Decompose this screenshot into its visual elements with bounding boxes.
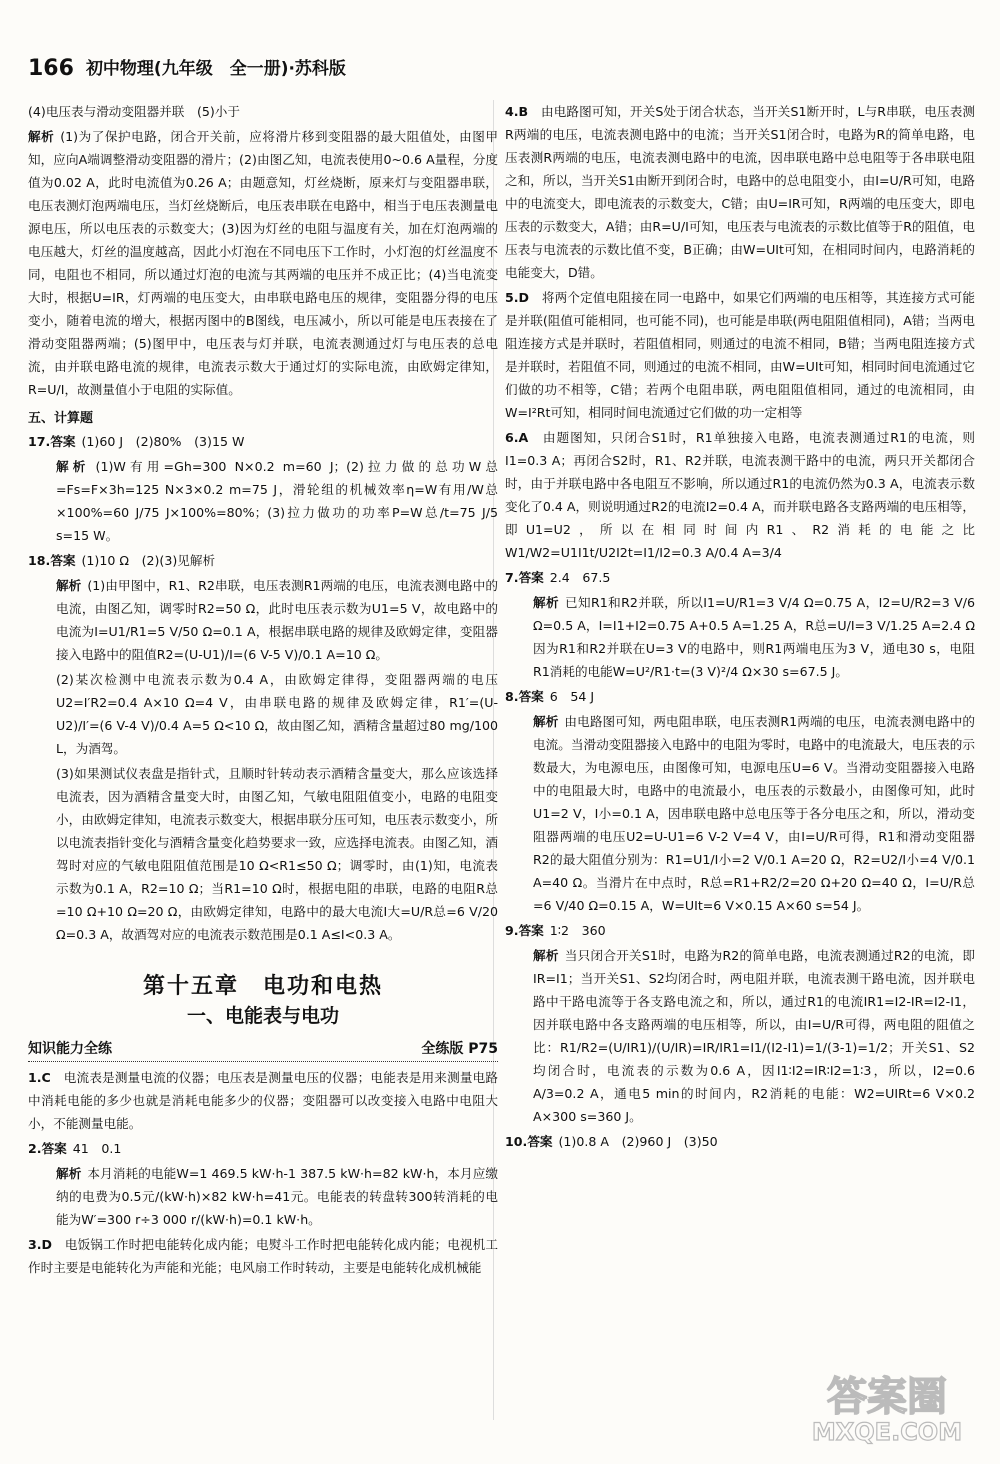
q6-number: 6.A (505, 430, 529, 445)
analysis-label: 解析 (533, 595, 559, 610)
q2-analysis: 本月消耗的电能W=1 469.5 kW·h-1 387.5 kW·h=82 kW·h，本月应缴纳的电费为0.5元/(kW·h)×82 kW·h=41元。电能表的转盘转300转消耗的电能为W′=300 r÷3 000 r/(kW·h)=0.1 kW·h。 (56, 1166, 498, 1227)
page-header (28, 58, 346, 80)
q3-text: 电饭锅工作时把电能转化成内能；电熨斗工作时把电能转化成内能；电视机工作时主要是电能转化为声能和光能；电风扇工作时转动，主要是电能转化成机械能 (28, 1237, 499, 1275)
q2-answer: 41 0.1 (72, 1141, 122, 1156)
q9-analysis: 当只闭合开关S1时，电路为R2的简单电路，电流表测通过R2的电流，即IR=I1；当开关S1、S2均闭合时，两电阻并联，电流表测干路电流，因并联电路中干路电流等于各支路电流之和，所以，通过R1的电流IR1=I2-IR=I2-I1，因并联电路中各支路两端的电压相等，所以，由I=U/R可得，两电阻的阻值之比：R1/R2=(U/IR1)/(U/IR)=IR/IR1=I1/(I2-I1)=1/(3-1)=1/2；开关S1、S2均闭合时，电流表的示数为0.6 A，因I1∶I2=IR∶I2=1∶3，所以，I2=0.6 A/3=0.2 A，通电5 min的时间内，R2消耗的电能：W2=UIRt=6 V×0.2 A×300 s=360 J。 (533, 948, 975, 1124)
q1-number: 1.C (28, 1070, 51, 1085)
chapter-title: 第十五章 电功和电热 (142, 974, 383, 999)
analysis-label: 解析 (533, 714, 559, 729)
q16-tail: (4)电压表与滑动变阻器并联 (5)小于 (28, 104, 240, 119)
q10-number: 10. (505, 1134, 528, 1149)
chapter-subtitle: 一、电能表与电功 (186, 1005, 339, 1027)
answer-label: 答案 (50, 553, 76, 568)
answer-label: 答案 (518, 570, 544, 585)
section-heading: 五、计算题 (28, 411, 94, 426)
q18-analysis-2: (2)某次检测中电流表示数为0.4 A，由欧姆定律得，变阻器两端的电压U2=I′R2=0.4 A×10 Ω=4 V，由串联电路的规律及欧姆定律，R1′=(U-U2)/I′=(6 V-4 V)/0.4 A=5 Ω<10 Ω，故由图乙知，酒精含量超过80 mg/100 L，为酒驾。 (56, 672, 498, 756)
practice-ref: 全练版 P75 (421, 1041, 498, 1057)
q18-analysis-1: (1)由甲图中，R1、R2串联，电压表测R1两端的电压，电流表测电路中的电流，由图乙知，调零时R2=50 Ω，此时电压表示数为U1=5 V，故电路中的电流为I=U1/R1=5 V/50 Ω=0.1 A，根据串联电路的规律及欧姆定律，变阻器接入电路中的阻值R2=(U-U1)/I=(6 V-5 V)/0.1 A=10 Ω。 (56, 578, 498, 662)
q4-number: 4.B (505, 104, 529, 119)
book-title: 初中物理(九年级 全一册)·苏科版 (85, 59, 346, 79)
analysis-label: 解析 (56, 459, 90, 474)
q18-answer: (1)10 Ω (2)(3)见解析 (81, 553, 216, 568)
q18-analysis-3: (3)如果测试仪表盘是指针式，且顺时针转动表示酒精含量变大，那么应该选择电流表，因为酒精含量变大时，由图乙知，气敏电阻阻值变小，电路的电阻变小，由欧姆定律知，电流表示数变大，根据串联分压可知，电压表示数变小，所以电流表指针变化与酒精含量变化趋势要求一致，应选择电流表。由图乙知，酒驾时对应的气敏电阻阻值范围是10 Ω<R1≤50 Ω；调零时，由(1)知，电流表示数为0.1 A，R2=10 Ω；当R1=10 Ω时，根据电阻的串联，电路的电阻R总=10 Ω+10 Ω=20 Ω，由欧姆定律知，电路中的最大电流I大=U/R总=6 V/20 Ω=0.3 A，故酒驾对应的电流表示数范围是0.1 A≤I<0.3 A。 (56, 766, 498, 942)
q8-analysis: 由电路图可知，两电阻串联，电压表测R1两端的电压，电流表测电路中的电流。当滑动变阻器接入电路中的电阻为零时，电路中的电流最大，电压表的示数最大，为电源电压，由图像可知，电源电压U=6 V。当滑动变阻器接入电路中的电阻最大时，电路中的电流最小，电压表的示数最小，由图像可知，此时U1=2 V，I小=0.1 A，因串联电路中总电压等于各分电压之和，所以，滑动变阻器两端的电压U2=U-U1=6 V-2 V=4 V，由I=U/R可得，R1和滑动变阻器R2的最大阻值分别为：R1=U1/I小=2 V/0.1 A=20 Ω，R2=U2/I小=4 V/0.1 A=40 Ω。当滑片在中点时，R总=R1+R2/2=20 Ω+20 Ω=40 Ω，I=U/R总=6 V/40 Ω=0.15 A，W=UIt=6 V×0.15 A×60 s=54 J。 (533, 714, 976, 913)
q8-answer: 6 54 J (549, 689, 595, 704)
q3-number: 3.D (28, 1237, 53, 1252)
q9-answer: 1∶2 360 (549, 923, 606, 938)
left-column (28, 100, 498, 1281)
q10-answer: (1)0.8 A (2)960 J (3)50 (558, 1134, 718, 1149)
q17-answer: (1)60 J (2)80% (3)15 W (81, 434, 245, 449)
q2-number: 2. (28, 1141, 42, 1156)
answer-label: 答案 (50, 434, 76, 449)
q18-number: 18. (28, 553, 51, 568)
page-number: 166 (28, 56, 74, 81)
q7-answer: 2.4 67.5 (549, 570, 611, 585)
q8-number: 8. (505, 689, 519, 704)
answer-label: 答案 (518, 923, 544, 938)
q1-text: 电流表是测量电流的仪器；电压表是测量电压的仪器；电能表是用来测量电路中消耗电能的多少也就是消耗电能多少的仪器；变阻器可以改变接入电路中电阻大小，不能测量电能。 (28, 1070, 499, 1131)
practice-title: 知识能力全练 (28, 1041, 112, 1057)
analysis-label: 解析 (28, 129, 55, 144)
analysis-label: 解析 (56, 1166, 82, 1181)
analysis-label: 解析 (533, 948, 559, 963)
practice-bar (28, 1038, 498, 1062)
q7-analysis: 已知R1和R2并联，所以I1=U/R1=3 V/4 Ω=0.75 A，I2=U/R2=3 V/6 Ω=0.5 A，I=I1+I2=0.75 A+0.5 A=1.25 A，R总=U/I=3 V/1.25 A=2.4 Ω 因为R1和R2并联在U=3 V的电路中，则R1两端电压为3 V，通电30 s，电阻R1消耗的电能W=U²/R1·t=(3 V)²/4 Ω×30 s=67.5 J。 (533, 595, 988, 679)
q5-text: 将两个定值电阻接在同一电路中，如果它们两端的电压相等，其连接方式可能是并联(阻值可能相同，也可能不同)，也可能是串联(两电阻阻值相同)，A错；当两电阻连接方式是并联时，若阻值相同，则通过的电流不相同，B错；当两电阻连接方式是并联时，若阻值不同，则通过的电流不相同，由W=UIt可知，相同时间电流通过它们做的功不相等，C错；若两个电阻串联，两电阻阻值相同，通过的电流相同，由W=I²Rt可知，相同时间电流通过它们做的功一定相等 (505, 290, 976, 420)
watermark-logo (792, 1358, 982, 1448)
q5-number: 5.D (505, 290, 530, 305)
answer-label: 答案 (41, 1141, 67, 1156)
q9-number: 9. (505, 923, 519, 938)
right-column (505, 100, 988, 1155)
q17-analysis: (1)W有用=Gh=300 N×0.2 m=60 J；(2)拉力做的总功W总=Fs=F×3h=125 N×3×0.2 m=75 J，滑轮组的机械效率η=W有用/W总×100%=60 J/75 J×100%=80%；(3)拉力做功的功率P=W总/t=75 J/5 s=15 W。 (56, 459, 498, 543)
q6-text: 由题图知，只闭合S1时，R1单独接入电路，电流表测通过R1的电流，则I1=0.3 A；再闭合S2时，R1、R2并联，电流表测干路中的电流，两只开关都闭合时，由于并联电路中各电阻互不影响，所以通过R1的电流仍然为0.3 A，电流表示数变化了0.4 A，则说明通过R2的电流I2=0.4 A，而并联电路各支路两端的电压相等，即U1=U2，所以在相同时间内R1、R2消耗的电能之比W1/W2=U1I1t/U2I2t=I1/I2=0.3 A/0.4 A=3/4 (505, 430, 975, 560)
q16-analysis: (1)为了保护电路，闭合开关前，应将滑片移到变阻器的最大阻值处，由图甲知，应向A端调整滑动变阻器的滑片；(2)由图乙知，电流表使用0~0.6 A量程，分度值为0.02 A，此时电流值为0.26 A；由题意知，灯丝烧断，原来灯与变阻器串联，电压表测灯泡两端电压，当灯丝烧断后，电压表串联在电路中，相当于电压表测量电源电压，所以电压表的示数变大；(3)因为灯丝的电阻与温度有关，加在灯泡两端的电压越大，灯丝的温度越高，因此小灯泡在不同电压下工作时，小灯泡的灯丝温度不同，电阻也不相同，所以通过灯泡的电流与其两端的电压并不成正比；(4)当电流变大时，根据U=IR，灯两端的电压变大，由串联电路电压的规律，变阻器分得的电压变小，随着电流的增大，根据丙图中的B图线，电压减小，所以可能是电压表接在了滑动变阻器两端；(5)图甲中，电压表与灯并联，电流表测通过灯与电压表的总电流，由并联电路电流的规律，电流表示数大于通过灯的实际电流，由欧姆定律知，R=U/I，故测量值小于电阻的实际值。 (28, 129, 499, 397)
q7-number: 7. (505, 570, 519, 585)
answer-label: 答案 (518, 689, 544, 704)
watermark-text: 答案圈 (827, 1374, 947, 1420)
q4-text: 由电路图可知，开关S处于闭合状态，当开关S1断开时，L与R串联，电压表测R两端的电压，电流表测电路中的电流；当开关S1闭合时，电路为R的简单电路，电压表测R两端的电压，电流表测电路中的电流，因串联电路中总电阻等于各串联电阻之和，所以，当开关S1由断开到闭合时，电路中的总电阻变小，由I=U/R可知，电路中的电流变大，即电流表的示数变大，C错；由U=IR可知，R两端的电压变大，即电压表的示数变大，A错；由R=U/I可知，电压表与电流表的示数比值等于R的阻值，电压表与电流表的示数比值不变，B正确；由W=UIt可知，在相同时间内，电路消耗的电能变大，D错。 (505, 104, 975, 280)
analysis-label: 解析 (56, 578, 82, 593)
q17-number: 17. (28, 434, 51, 449)
answer-label: 答案 (527, 1134, 553, 1149)
watermark-url: MXQE.COM (811, 1418, 963, 1446)
